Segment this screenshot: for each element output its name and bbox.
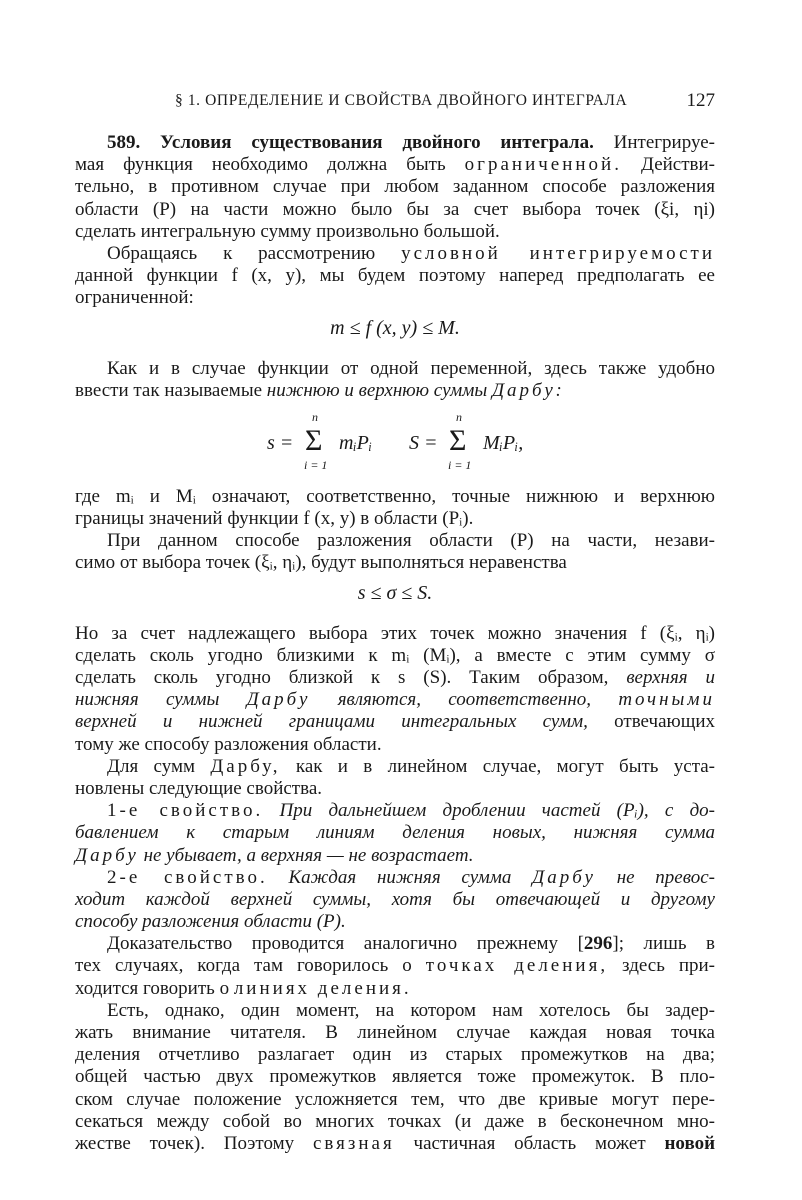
para1-line3: тельно, в противном случае при любом заданном способе разложения (75, 176, 715, 198)
upper-sum (409, 409, 524, 472)
para4-line2: границы значений функции f (x, y) в области (Pᵢ). (75, 508, 474, 530)
italic-statement: нижняя суммы (75, 689, 220, 711)
prop2-line3 (75, 911, 715, 933)
sigma-symbol: Σ (305, 423, 323, 457)
para6-line6: тому же способу разложения области. (75, 733, 382, 755)
para3-line1: Как и в случае функции от одной переменной, здесь также удобно (107, 357, 715, 379)
spaced-emphasis: ограниченной. (464, 154, 622, 176)
prop1-line1 (75, 800, 715, 822)
formula-bounds: m ≤ f (x, y) ≤ M. (330, 316, 460, 339)
section-heading: 589. Условия существования двойного интеграла. (107, 132, 594, 153)
para2-line1 (75, 243, 715, 265)
para4-line1: где mᵢ и Mᵢ означают, соответственно, точные нижнюю и верхнюю (75, 485, 715, 507)
spaced-italic-name: Дарбу (532, 866, 596, 888)
prop1-line3 (75, 845, 715, 867)
para1-line2 (75, 154, 715, 176)
para7-line2: новлены следующие свойства. (75, 777, 323, 799)
para2-text: Обращаясь к рассмотрению (107, 242, 376, 264)
para8-text: ]; лишь в (612, 933, 716, 955)
page-number: 127 (686, 90, 715, 111)
para9-text: частичная область может (413, 1132, 646, 1154)
property-text: не превос- (616, 866, 715, 888)
para1-text: Интегрируе- (613, 132, 715, 153)
text-body (75, 132, 715, 1155)
para2-line2: данной функции f (x, y), мы будем поэтому наперед предполагать ее (75, 265, 715, 287)
para1-text: мая функция необходимо должна быть (75, 154, 446, 176)
para9-line2: жать внимание читателя. В линейном случае каждая новая точка (75, 1022, 715, 1043)
prop1-line2 (75, 822, 715, 844)
para6-line5 (75, 711, 715, 733)
spaced-emphasis: условной интегрируемости (401, 242, 715, 264)
prop2-line2 (75, 889, 715, 911)
lower-sum-left: s = (267, 431, 294, 454)
formula-darboux-sums (75, 402, 715, 486)
cross-reference: 296 (583, 933, 613, 955)
para6-line4 (75, 689, 715, 711)
formula-inequality: s ≤ σ ≤ S. (357, 581, 433, 604)
lower-sum-right: mᵢPᵢ (339, 431, 372, 454)
para9-line5: ском случае положение усложняется тем, что две кривые могут пере- (75, 1088, 715, 1110)
property-text: бавлением к старым линиям деления новых, нижняя сумма (75, 822, 715, 844)
upper-sum-left: S = (409, 431, 438, 454)
para7-line1 (75, 756, 715, 778)
para9-line4: общей частью двух промежутков является тоже промежуток. В пло- (75, 1066, 715, 1088)
para1-line4: области (P) на части можно было бы за счет выбора точек (ξi, ηi) (75, 198, 715, 220)
spaced-emphasis: точках деления, (425, 955, 609, 977)
property-text: При дальнейшем дроблении частей (Pᵢ), с до- (279, 800, 716, 822)
spaced-italic: точными (618, 689, 716, 711)
spaced-italic-name: Дарбу (246, 689, 311, 711)
spacer (75, 346, 715, 358)
para8-text: ходится говорить о (75, 977, 230, 999)
para7-text: как и в линейном случае, могут быть уста- (295, 755, 716, 777)
para1-line5: сделать интегральную сумму произвольно большой. (75, 220, 500, 242)
para6-text: сделать сколь угодно близкой к s (S). Таким образом, (75, 667, 609, 688)
para1-text: Действи- (641, 154, 716, 176)
para8-line2 (75, 955, 715, 977)
italic-statement: верхней и нижней границами интегральных сумм, (75, 711, 588, 733)
italic-statement: верхняя и (626, 667, 716, 688)
para2-line3: ограниченной: (75, 287, 194, 309)
spaced-italic-name: Дарбу (75, 844, 139, 866)
para8-text: Доказательство проводится аналогично прежнему [ (107, 933, 584, 955)
page-header (75, 90, 715, 116)
sigma-symbol: Σ (449, 423, 467, 457)
para6-line1: Но за счет надлежащего выбора этих точек можно значения f (ξᵢ, ηᵢ) (75, 622, 715, 644)
para5-line1: При данном способе разложения области (P) на части, незави- (107, 530, 715, 552)
sum-lower-limit: i = 1 (448, 457, 472, 472)
italic-term: нижнюю и верхнюю суммы (266, 379, 488, 401)
sum-upper-limit: n (456, 409, 462, 424)
para8-line1 (75, 933, 715, 955)
italic-statement: являются, соответственно, (337, 689, 592, 711)
spaced-emphasis: линиях деления. (233, 977, 412, 999)
para7-text: Для сумм (107, 755, 195, 777)
property-label: 1-е свойство. (107, 800, 264, 822)
para9-line3: деления отчетливо разлагает один из старых промежутков на два; (75, 1044, 715, 1066)
para6-text: отвечающих (614, 711, 715, 733)
sum-lower-limit: i = 1 (304, 457, 328, 472)
running-title: § 1. ОПРЕДЕЛЕНИЕ И СВОЙСТВА ДВОЙНОГО ИНТЕГРАЛА (175, 92, 628, 109)
para3-line2 (75, 380, 715, 402)
spaced-emphasis: связная (312, 1132, 395, 1154)
property-label: 2-е свойство. (107, 866, 268, 888)
property-text: Каждая нижняя сумма (288, 866, 512, 888)
para8-text: здесь при- (622, 955, 716, 977)
para9-text: новой (664, 1132, 716, 1154)
para1-line1 (75, 132, 715, 154)
para9-line7 (75, 1133, 715, 1155)
para9-line1: Есть, однако, один момент, на котором нам хотелось бы задер- (107, 999, 715, 1021)
prop2-line1 (75, 867, 715, 889)
spaced-name: Дарбу, (210, 755, 281, 777)
sum-upper-limit: n (312, 409, 318, 424)
lower-sum (267, 409, 372, 472)
upper-sum-right: MᵢPᵢ, (483, 431, 524, 454)
spaced-italic-name: Дарбу: (491, 379, 565, 401)
para3-text: ввести так называемые (75, 379, 263, 401)
spacer (75, 611, 715, 623)
para6-line3 (75, 667, 715, 689)
property-text: не убывает, а верхняя — не возрастает. (143, 844, 474, 866)
para8-text: тех случаях, когда там говорилось о (75, 955, 412, 977)
property-text: ходит каждой верхней суммы, хотя бы отвечающей и другому (75, 888, 715, 910)
para9-line6: секаться между собой во многих точках (и даже в бесконечном мно- (75, 1110, 715, 1132)
para9-text: жестве точек). Поэтому (75, 1132, 295, 1154)
para6-line2: сделать сколь угодно близкими к mᵢ (Mᵢ), а вместе с этим сумму σ (75, 644, 715, 666)
property-text: способу разложения области (P). (75, 911, 346, 933)
para5-line2: симо от выбора точек (ξᵢ, ηᵢ), будут выполняться неравенства (75, 552, 567, 574)
para8-line3 (75, 978, 715, 1000)
